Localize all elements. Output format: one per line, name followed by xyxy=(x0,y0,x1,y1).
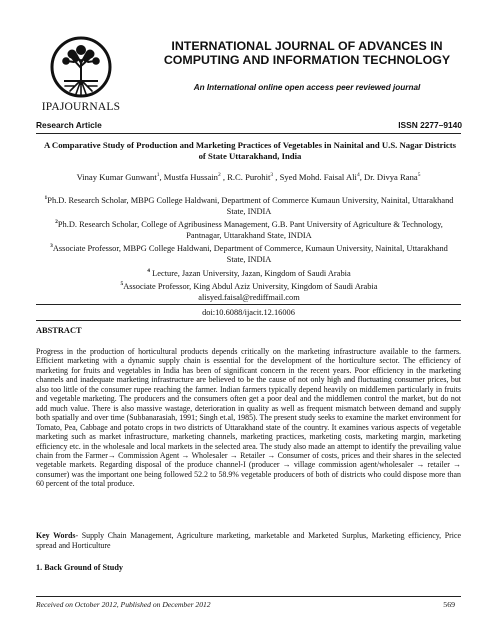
author-email[interactable]: alisyed.faisal@rediffmail.com xyxy=(198,292,300,302)
affiliation-item xyxy=(40,241,458,265)
affiliation-text: Ph.D. Research Scholar, MBPG College Haldwani, Department of Commerce Kumaun University, Nainital, Uttarakhand State, INDIA xyxy=(47,195,454,216)
doi-top-rule xyxy=(36,304,461,305)
page-number: 569 xyxy=(443,600,455,609)
affiliation-sup: 3 xyxy=(50,243,53,250)
author-name: Vinay Kumar Gunwant xyxy=(76,172,157,182)
journal-subtitle: An International online open access peer reviewed journal xyxy=(193,83,421,92)
affiliation-sup: 5 xyxy=(120,281,124,288)
doi-bottom-rule xyxy=(36,320,461,321)
author-sup: 1 xyxy=(156,172,160,179)
keywords-text: - Supply Chain Management, Agriculture marketing, marketable and Marketed Surplus, Marketing efficiency, Price spread and Horticulture xyxy=(36,531,461,550)
publication-dates: Received on October 2012, Published on December 2012 xyxy=(36,600,211,609)
abstract-text: Progress in the production of horticultural products depends critically on the marketing infrastructure available to the farmers. Efficient marketing with a dynamic supply chain is essential for the development of the horticulture sector. The efficiency of marketing for fruits and vegetables in India has been of significant concern in the recent years. Poor efficiency in the marketing channels and inadequate marketing infrastructure are believed to be the cause of not only high and fluctuating consumer prices, but also too little of the consumer rupee reaching the farmer. Indian farmers typically depend heavily on middlemen particularly in fruits and vegetable marketing. The producers and the consumers often get a poor deal and the middlemen control the market, but do not add much value. There is also massive wastage, deterioration in quality as well as frequent mismatch between demand and supply both spatially and over time (Subbanarasiah, 1991; Singh et.al, 1985). The present study seeks to examine the market environment for Tomato, Pea, Cabbage and potato crops in two districts of Uttarakhand state of the country. It examines various aspects of vegetable marketing such as market infrastructure, marketing channels, marketing practices, marketing costs, marketing margin, marketing efficiency etc. in the wholesale and local markets in the selected area. The study also made an attempt to identify the prevailing value chain from the Farmer→ Commission Agent → Wholesaler → Retailer → Consumer of costs, prices and their shares in the selected vegetable markets. Regarding disposal of the produce channel-I (producer → village commission agent/wholesaler → retailer → consumer) was the important one being followed 52.2 to 58.9% vegetable producers of both of districts who could dispose more than 60 percent of the total produce. xyxy=(36,347,461,489)
keywords-paragraph xyxy=(36,531,461,550)
author-sup: 2 xyxy=(217,172,221,179)
affiliation-text: Lecture, Jazan University, Jazan, Kingdom of Saudi Arabia xyxy=(150,268,351,278)
footer-rule xyxy=(36,596,461,597)
tree-logo-icon xyxy=(50,36,112,100)
affiliation-item xyxy=(40,279,458,293)
affiliation-item xyxy=(40,266,458,280)
header-rule xyxy=(36,133,461,134)
affiliation-item xyxy=(40,217,458,241)
paper-title: A Comparative Study of Production and Marketing Practices of Vegetables in Nainital and U.S. Nagar Districts of State Uttarakhand, India xyxy=(43,140,457,161)
journal-logo xyxy=(30,36,132,118)
author-name: Mustfa Hussain xyxy=(163,172,218,182)
affiliation-text: Ph.D. Research Scholar, College of Agribusiness Management, G.B. Pant University of Agriculture & Technology, Pantnagar, Uttarakhand State, INDIA xyxy=(57,220,443,240)
section-heading: 1. Back Ground of Study xyxy=(36,563,123,572)
author-name: Dr. Divya Rana xyxy=(363,172,418,182)
article-type-label: Research Article xyxy=(36,120,102,130)
affiliation-sup: 2 xyxy=(55,219,58,226)
doi-link[interactable]: doi:10.6088/ijacit.12.16006 xyxy=(202,308,295,317)
journal-title: INTERNATIONAL JOURNAL OF ADVANCES IN COMPUTING AND INFORMATION TECHNOLOGY xyxy=(163,39,451,67)
logo-text: IPAJOURNALS xyxy=(41,101,121,113)
author-name: R.C. Purohit xyxy=(227,172,271,182)
affiliation-list xyxy=(40,193,458,303)
affiliation-item xyxy=(40,193,458,217)
author-name: Syed Mohd. Faisal Ali xyxy=(279,172,357,182)
affiliation-sup: 4 xyxy=(147,267,151,274)
author-sup: 4 xyxy=(356,172,360,179)
abstract-heading: ABSTRACT xyxy=(36,326,82,335)
author-list: Vinay Kumar Gunwant$^1$, Mustfa Hussain$^2$ , R.C. Purohit$^3$ , Syed Mohd. Faisal Ali$^4$, Dr. Divya Rana$^5$ xyxy=(76,172,421,182)
affiliation-text: Associate Professor, MBPG College Haldwani, Department of Commerce, Kumaun University, Nainital, Uttarakhand State, INDIA xyxy=(52,244,448,264)
keywords-label: Key Words xyxy=(36,531,76,540)
author-sup: 5 xyxy=(417,172,421,179)
affiliation-text: Associate Professor, King Abdul Aziz University, Kingdom of Saudi Arabia xyxy=(123,281,378,291)
issn-label: ISSN 2277–9140 xyxy=(398,120,462,130)
author-sup: 3 xyxy=(270,172,274,179)
affiliation-sup: 1 xyxy=(44,195,48,201)
